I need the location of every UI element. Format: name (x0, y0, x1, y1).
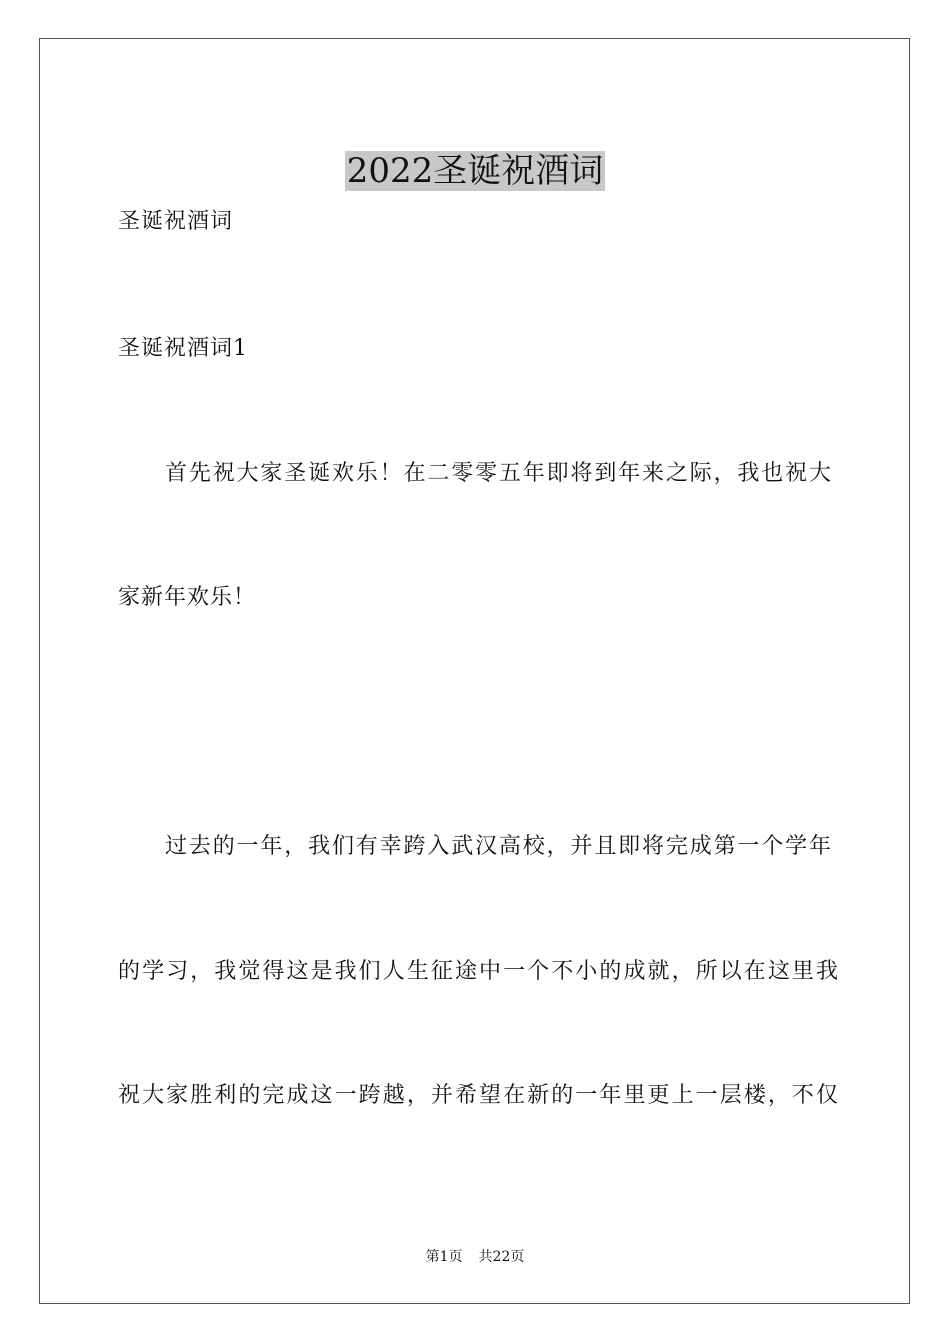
subheading-line: 圣诞祝酒词1 (118, 336, 248, 361)
page-footer (0, 1248, 950, 1266)
page-number: 第1页 (425, 1249, 463, 1265)
document-title-text: 2022圣诞祝酒词 (346, 150, 604, 191)
paragraph-line: 的学习，我觉得这是我们人生征途中一个不小的成就，所以在这里我 (118, 959, 838, 984)
paragraph-line: 首先祝大家圣诞欢乐！在二零零五年即将到年来之际，我也祝大 (165, 461, 831, 486)
paragraph-line: 过去的一年，我们有幸跨入武汉高校，并且即将完成第一个学年 (165, 834, 831, 859)
document-title (0, 149, 950, 193)
paragraph-line: 家新年欢乐！ (118, 585, 257, 610)
paragraph-line: 祝大家胜利的完成这一跨越，并希望在新的一年里更上一层楼，不仅 (118, 1083, 838, 1108)
heading-line: 圣诞祝酒词 (118, 209, 234, 234)
page-total: 共22页 (478, 1249, 525, 1265)
